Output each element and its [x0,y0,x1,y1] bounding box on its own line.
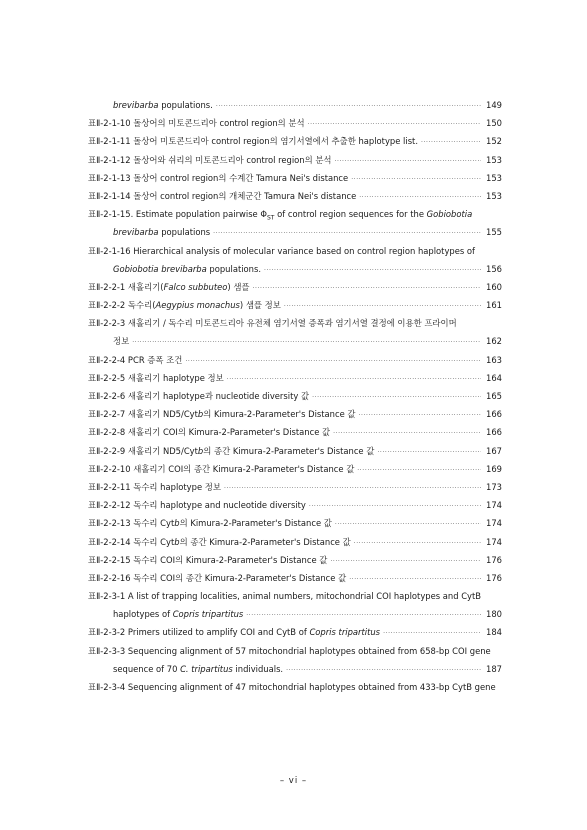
toc-page-number: 187 [486,663,502,674]
toc-entry[interactable] [88,369,502,387]
toc-entry[interactable] [88,569,502,587]
toc-entry-title: 표Ⅱ-2-2-15 독수리 COI의 Kimura-2-Parameter's Distance 값 [88,554,328,565]
toc-page-number: 153 [486,154,502,165]
toc-entry-title: 표Ⅱ-2-1-16 Hierarchical analysis of molecular variance based on control region haplotypes of [88,245,475,256]
toc-page-number: 164 [486,372,502,383]
toc-entry-title: haplotypes of Copris tripartitus [113,609,244,620]
toc-entry[interactable] [88,442,502,460]
toc-entry-title: 표Ⅱ-2-2-8 새홀리기 COI의 Kimura-2-Parameter's Distance 값 [88,427,331,438]
toc-entry-title: 표Ⅱ-2-2-6 새홀리기 haplotype과 nucleotide diversity 값 [88,391,310,401]
toc-entry[interactable] [88,242,502,260]
page-number-footer: – vi – [279,776,308,786]
toc-entry[interactable] [88,678,502,696]
toc-entry-title: 표Ⅱ-2-2-11 독수리 haplotype 정보 [88,481,221,492]
toc-entry[interactable] [88,642,502,660]
toc-page-number: 156 [486,263,502,274]
toc-entry[interactable] [88,533,502,551]
toc-page-number: 163 [486,354,502,365]
toc-entry-title: 표Ⅱ-2-2-3 새홀리기 / 독수리 미토콘드리아 유전체 염기서열 증폭과 염기서열 결정에 이용한 프라이머 [88,318,457,329]
toc-entry[interactable] [88,96,502,114]
toc-entry[interactable] [88,478,502,496]
toc-entry-title: 표Ⅱ-2-1-14 돌상어 control region의 개체군간 Tamura Nei's distance [88,190,357,201]
toc-page-number: 174 [486,536,502,547]
toc-entry[interactable] [88,351,502,369]
toc-page-number: 160 [486,281,502,292]
toc-entry[interactable] [88,660,502,678]
toc-entry[interactable] [88,387,502,405]
toc-entry[interactable] [88,460,502,478]
toc-page-number: 149 [486,100,502,110]
toc-entry-title: 표Ⅱ-2-2-14 독수리 Cytb의 종간 Kimura-2-Parameter's Distance 값 [88,536,351,547]
toc-page-number: 155 [486,227,502,238]
toc-entry-title: 표Ⅱ-2-3-1 A list of trapping localities, animal numbers, mitochondrial COI haplotypes and CytB [88,591,482,602]
toc-page-number: 161 [486,300,502,311]
toc-entry[interactable] [88,260,502,278]
toc-entry[interactable] [88,605,502,623]
toc-page-number: 153 [486,172,502,183]
toc-entry-title: 표Ⅱ-2-2-7 새홀리기 ND5/Cytb의 Kimura-2-Parameter's Distance 값 [88,409,356,420]
toc-page-number: 150 [486,118,502,129]
toc-entry[interactable] [88,514,502,532]
toc-page-number: 166 [486,409,502,420]
toc-entry-title: 표Ⅱ-2-1-15. Estimate population pairwise $\Phi_{ST}$ of control region sequences for the Gobiobotia [88,209,473,222]
toc-entry-title: sequence of 70 C. tripartitus individuals. [113,663,284,674]
toc-entry[interactable] [88,623,502,641]
toc-page-number: 169 [486,463,502,474]
toc-entry-title: 표Ⅱ-2-2-16 독수리 COI의 종간 Kimura-2-Parameter's Distance 값 [88,572,347,583]
toc-entry[interactable] [88,187,502,205]
table-of-tables [88,96,502,696]
toc-entry[interactable] [88,332,502,350]
toc-entry-title: 표Ⅱ-2-2-9 새홀리기 ND5/Cytb의 종간 Kimura-2-Parameter's Distance 값 [88,445,375,456]
toc-entry[interactable] [88,132,502,150]
toc-entry-title: 표Ⅱ-2-3-3 Sequencing alignment of 57 mitochondrial haplotypes obtained from 658-bp COI gene [88,645,491,656]
toc-entry-title: 표Ⅱ-2-3-4 Sequencing alignment of 47 mitochondrial haplotypes obtained from 433-bp CytB gene [88,682,496,692]
toc-entry-title: 표Ⅱ-2-3-2 Primers utilized to amplify COI and CytB of Copris tripartitus [88,627,381,638]
toc-page-number: 165 [486,391,502,401]
toc-entry[interactable] [88,405,502,423]
toc-entry-title: brevibarba populations. [113,100,213,110]
toc-entry[interactable] [88,223,502,241]
toc-entry[interactable] [88,551,502,569]
toc-entry-title: 정보 [113,336,130,347]
toc-page-number: 152 [486,136,502,147]
toc-entry-title: 표Ⅱ-2-2-12 독수리 haplotype and nucleotide diversity [88,500,306,511]
toc-page-number: 176 [486,572,502,583]
toc-page-number: 174 [486,518,502,529]
toc-entry-title: 표Ⅱ-2-1-12 돌상어와 쉬리의 미토콘드리아 control region의 분석 [88,154,332,165]
toc-page-number: 176 [486,554,502,565]
toc-entry[interactable] [88,278,502,296]
toc-entry-title: Gobiobotia brevibarba populations. [113,263,262,274]
toc-page-number: 173 [486,481,502,492]
toc-page-number: 153 [486,190,502,201]
toc-page-number: 174 [486,500,502,511]
toc-entry[interactable] [88,205,502,223]
toc-page-number: 180 [486,609,502,620]
toc-entry-title: 표Ⅱ-2-1-13 돌상어 control region의 수계간 Tamura Nei's distance [88,172,349,183]
toc-entry-title: 표Ⅱ-2-2-5 새홀리기 haplotype 정보 [88,372,224,383]
toc-entry-title: brevibarba populations [113,227,211,238]
toc-page-number: 166 [486,427,502,438]
toc-entry-title: 표Ⅱ-2-1-10 돌상어의 미토콘드리아 control region의 분석 [88,118,305,129]
toc-entry[interactable] [88,151,502,169]
toc-page-number: 167 [486,445,502,456]
toc-page-number: 162 [486,336,502,347]
toc-entry[interactable] [88,296,502,314]
toc-entry-title: 표Ⅱ-2-2-4 PCR 증폭 조건 [88,354,183,365]
toc-entry[interactable] [88,314,502,332]
toc-entry-title: 표Ⅱ-2-2-1 새홀리기(Falco subbuteo) 샘플 [88,281,250,292]
toc-entry-title: 표Ⅱ-2-2-10 새홀리기 COI의 종간 Kimura-2-Parameter's Distance 값 [88,463,355,474]
toc-entry[interactable] [88,423,502,441]
toc-entry[interactable] [88,114,502,132]
toc-entry[interactable] [88,169,502,187]
toc-entry-title: 표Ⅱ-2-2-2 독수리(Aegypius monachus) 샘플 정보 [88,300,281,311]
toc-entry-title: 표Ⅱ-2-2-13 독수리 Cytb의 Kimura-2-Parameter's Distance 값 [88,518,332,529]
toc-page-number: 184 [486,627,502,638]
toc-entry-title: 표Ⅱ-2-1-11 돌상어 미토콘드리아 control region의 염기서열에서 추출한 haplotype list. [88,136,418,147]
toc-entry[interactable] [88,587,502,605]
toc-entry[interactable] [88,496,502,514]
